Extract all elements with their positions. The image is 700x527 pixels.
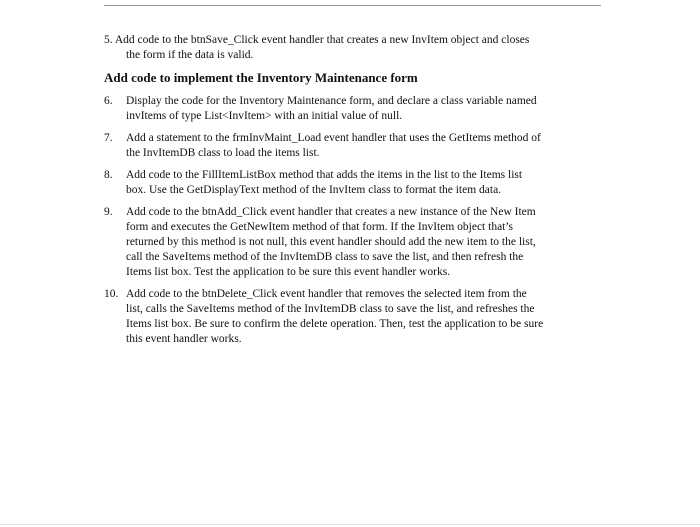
exercise-content: [104, 33, 544, 354]
step-text: Display the code for the Inventory Maintenance form, and declare a class variable named invItems of type List<InvItem> with an initial value of null.: [126, 95, 537, 122]
step-9: [104, 205, 544, 280]
step-7: [104, 131, 544, 161]
step-text: Add code to the FillItemListBox method that adds the items in the list to the Items list box. Use the GetDisplayText method of the InvItem class to format the item data.: [126, 169, 523, 196]
step-text: Add a statement to the frmInvMaint_Load event handler that uses the GetItems method of the InvItemDB class to load the items list.: [126, 132, 541, 159]
step-8: [104, 168, 544, 198]
step-10: [104, 287, 544, 347]
step-number: 9.: [104, 206, 113, 218]
section-heading: Add code to implement the Inventory Maintenance form: [104, 70, 418, 85]
step-number: 6.: [104, 95, 113, 107]
step-number: 7.: [104, 132, 113, 144]
top-divider: [104, 5, 601, 6]
step-text: Add code to the btnAdd_Click event handler that creates a new instance of the New Item form and executes the GetNewItem method of that form. If the InvItem object that’s returned by this method is not null, this event handler should add the new item to the list, call the SaveItems method of the InvItemDB class to save the list, and then refresh the Items list box. Test the application to be sure this event handler works.: [126, 206, 536, 278]
step-number: 10.: [104, 288, 119, 300]
step-5-text: Add code to the btnSave_Click event handler that creates a new InvItem object and closes the form if the data is valid.: [114, 34, 530, 61]
step-text: Add code to the btnDelete_Click event handler that removes the selected item from the list, calls the SaveItems method of the InvItemDB class to save the list, and refreshes the Items list box. Be sure to confirm the delete operation. Then, test the application to be sure this event handler works.: [126, 288, 544, 345]
step-6: [104, 94, 544, 124]
bottom-divider: [0, 524, 700, 525]
step-number: 8.: [104, 169, 113, 181]
step-5-number: 5.: [104, 34, 113, 46]
step-5: [104, 33, 544, 63]
steps-list: [104, 94, 544, 347]
